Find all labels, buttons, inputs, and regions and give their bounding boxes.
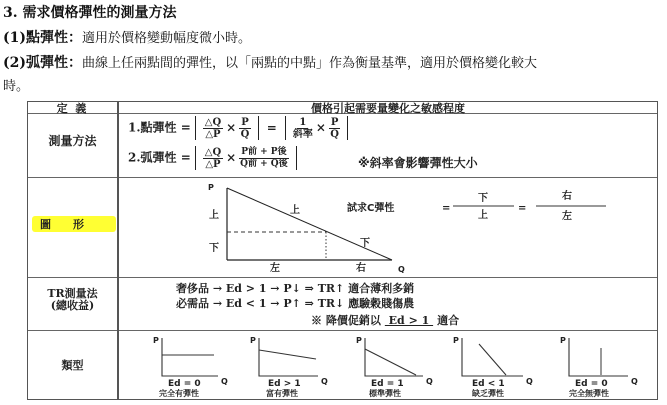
svg-text:Q: Q (426, 377, 433, 386)
elasticity-type-charts (28, 102, 659, 401)
ed-label: Ed < 1 (472, 379, 505, 389)
note-condition: Ed > 1 (384, 314, 434, 327)
tr-label-line2: (總收益) (50, 299, 95, 312)
tr-label-line1: TR測量法 (47, 287, 98, 300)
formula-label: 試求C彈性 (347, 203, 395, 214)
svg-text:P: P (356, 336, 362, 345)
formula-prefix: 2.弧彈性 = (128, 150, 191, 165)
svg-text:Q: Q (321, 377, 328, 386)
segment-lower-label: 下 (360, 238, 370, 249)
fraction: $\frac{1}{\text{斜率}}$ (292, 116, 313, 140)
fraction: $\frac{P}{Q}$ (330, 116, 340, 140)
arc-elasticity-text: 曲線上任兩點間的彈性，以「兩點的中點」作為衡量基準，適用於價格變化較大 (82, 56, 538, 71)
equals-sign: = (266, 120, 277, 135)
ed-label: Ed = 1 (371, 379, 404, 389)
header-definition: 定 義 (56, 102, 89, 115)
svg-text:Q: Q (221, 377, 228, 386)
svg-text:P: P (153, 336, 159, 345)
fraction-numerator: 下 (478, 193, 488, 204)
fraction: $\frac{\text{P前 + P後}}{\text{Q前 + Q後}}$ (240, 146, 288, 169)
type-name: 標準彈性 (369, 389, 401, 398)
type-name: 完全無彈性 (569, 389, 609, 398)
ed-label: Ed > 1 (268, 379, 301, 389)
fraction-numerator: 右 (562, 191, 572, 202)
equals-sign: = (518, 203, 527, 214)
section-heading: 3. 需求價格彈性的測量方法 (3, 5, 177, 21)
axis-q-label: Q (398, 265, 405, 274)
slope-note: ※斜率會影響彈性大小 (358, 156, 478, 170)
ed-label: Ed = 0 (575, 379, 608, 389)
point-elasticity-line (3, 27, 251, 47)
svg-text:P: P (250, 336, 256, 345)
row-label-graph-highlighted: 圖 形 (32, 216, 116, 232)
times-sign: × (226, 150, 237, 165)
right-label: 右 (356, 263, 366, 274)
times-sign: × (226, 120, 237, 135)
fraction: $\frac{\triangle Q}{\triangle P}$ (204, 116, 222, 140)
fraction-denominator: 左 (562, 211, 572, 222)
necessity-goods-rule: 必需品 → Ed < 1 → P↑ ⇒ TR↓ 應驗穀賤傷農 (176, 297, 415, 310)
type-name: 富有彈性 (266, 389, 298, 398)
fraction: $\frac{P}{Q}$ (240, 116, 250, 140)
formula-prefix: 1.點彈性 = (128, 120, 191, 135)
arc-elasticity-text-cont: 時。 (3, 79, 30, 94)
arc-elasticity-label: (2)弧彈性： (3, 55, 82, 71)
lower-label: 下 (209, 243, 219, 254)
upper-label: 上 (209, 210, 219, 221)
svg-text:P: P (560, 336, 566, 345)
type-name: 缺乏彈性 (472, 389, 504, 398)
times-sign: × (315, 120, 326, 135)
ed-label: Ed = 0 (168, 379, 201, 389)
svg-text:Q: Q (526, 377, 533, 386)
arc-elasticity-line (3, 52, 537, 72)
luxury-goods-rule: 奢侈品 → Ed > 1 → P↓ ⇒ TR↑ 適合薄利多銷 (176, 282, 415, 295)
svg-text:Q: Q (631, 377, 638, 386)
point-elasticity-text: 適用於價格變動幅度微小時。 (82, 31, 252, 46)
elasticity-table (27, 101, 658, 400)
header-sensitivity: 價格引起需要量變化之敏感程度 (311, 102, 465, 115)
type-name: 完全有彈性 (159, 389, 199, 398)
segment-upper-label: 上 (290, 205, 300, 216)
row-label-types: 類型 (61, 359, 84, 372)
svg-text:P: P (453, 336, 459, 345)
row-label-measure: 測量方法 (48, 134, 97, 148)
note-prefix: ※ 降價促銷以 (311, 314, 381, 327)
note-suffix: 適合 (437, 314, 460, 327)
equals-sign: = (442, 203, 451, 214)
axis-p-label: P (208, 183, 214, 192)
left-label: 左 (270, 263, 280, 274)
fraction-denominator: 上 (478, 210, 488, 221)
point-elasticity-label: (1)點彈性： (3, 30, 82, 46)
fraction: $\frac{\triangle Q}{\triangle P}$ (204, 146, 222, 170)
